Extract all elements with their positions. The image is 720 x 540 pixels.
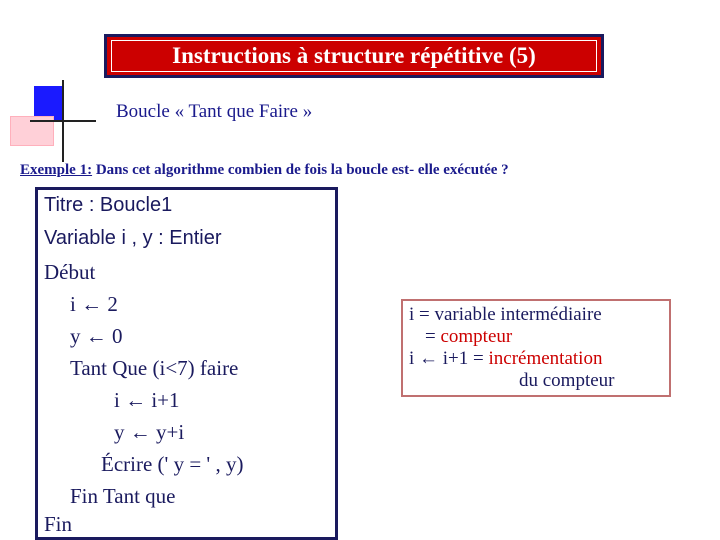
algo-line-init-y: y ← 0 — [70, 324, 123, 348]
algo-line-fin: Fin — [44, 512, 73, 536]
decor-horizontal-line — [30, 120, 96, 122]
decor-blue-square — [34, 86, 64, 120]
algo-line-init-i: i ← 2 — [70, 292, 118, 316]
note-increment-expr: i ← i+1 = — [409, 348, 489, 369]
algo-line-title: Titre : Boucle1 — [44, 194, 173, 216]
note-line-compteur — [425, 326, 512, 348]
algo-line-tant-que: Tant Que (i<7) faire — [70, 356, 239, 380]
note-equals: = — [425, 326, 441, 347]
slide-title: Instructions à structure répétitive (5) — [172, 43, 536, 68]
algo-line-variables: Variable i , y : Entier — [44, 227, 222, 249]
note-compteur-word: compteur — [440, 326, 513, 347]
algo-line-update-y: y ← y+i — [114, 420, 185, 444]
note-box — [401, 299, 671, 397]
algorithm-box — [35, 187, 338, 540]
algo-line-fin-tant-que: Fin Tant que — [70, 484, 176, 508]
slide-title-banner — [104, 34, 604, 78]
algo-line-debut: Début — [44, 260, 96, 284]
note-incrementation-word: incrémentation — [488, 348, 603, 369]
algo-line-increment-i: i ← i+1 — [114, 388, 180, 412]
note-line-du-compteur: du compteur — [519, 370, 615, 391]
exercise-question — [20, 162, 509, 179]
question-prefix: Exemple 1: — [20, 162, 93, 178]
note-line-increment — [409, 348, 602, 370]
note-line-variable: i = variable intermédiaire — [409, 304, 602, 325]
slide-subtitle: Boucle « Tant que Faire » — [116, 101, 313, 122]
algo-line-ecrire: Écrire (' y = ' , y) — [101, 452, 244, 476]
question-text: Dans cet algorithme combien de fois la boucle est- elle exécutée ? — [92, 162, 509, 178]
